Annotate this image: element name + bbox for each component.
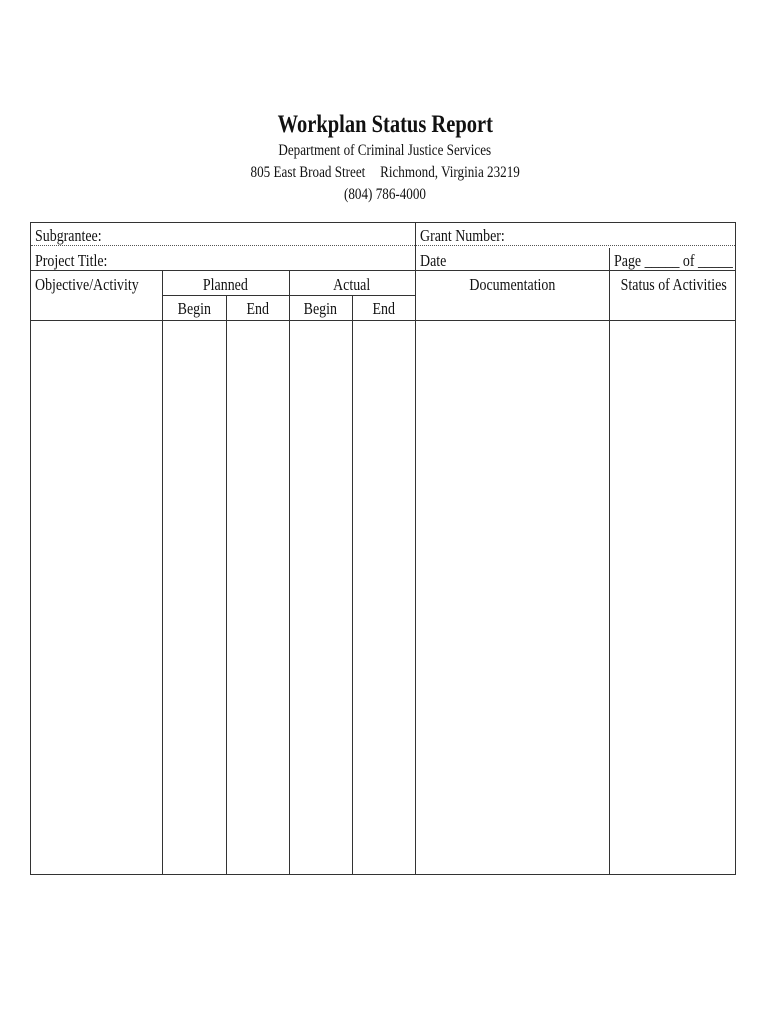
column-divider [415, 223, 416, 874]
planned-begin-header: Begin [177, 299, 211, 318]
grant-number-field[interactable]: Grant Number: [420, 226, 505, 245]
address-line [0, 162, 770, 184]
department-name: Department of Criminal Justice Services [278, 142, 492, 159]
planned-end-header: End [246, 299, 269, 318]
phone-number: (804) 786-4000 [343, 186, 426, 203]
status-of-activities-header: Status of Activities [620, 275, 727, 294]
city-state-zip: Richmond, Virginia 23219 [379, 164, 520, 181]
planned-header: Planned [203, 275, 248, 294]
actual-header: Actual [333, 275, 371, 294]
column-divider [609, 248, 610, 874]
street-address: 805 East Broad Street [250, 164, 366, 181]
page-number-field[interactable]: Page _____ of _____ [614, 251, 733, 270]
actual-end-header: End [372, 299, 395, 318]
report-header [0, 110, 770, 206]
column-divider [226, 295, 227, 874]
actual-begin-header: Begin [303, 299, 338, 318]
subgrantee-field[interactable]: Subgrantee: [35, 226, 102, 245]
objective-activity-header: Objective/Activity [35, 275, 139, 294]
column-divider [352, 295, 353, 874]
header-bottom-rule [31, 320, 735, 321]
column-divider [162, 270, 163, 874]
workplan-form [30, 222, 736, 875]
documentation-header: Documentation [469, 275, 555, 294]
column-divider [289, 270, 290, 874]
date-field[interactable]: Date [420, 251, 447, 270]
project-title-field[interactable]: Project Title: [35, 251, 108, 270]
report-title: Workplan Status Report [277, 111, 493, 138]
